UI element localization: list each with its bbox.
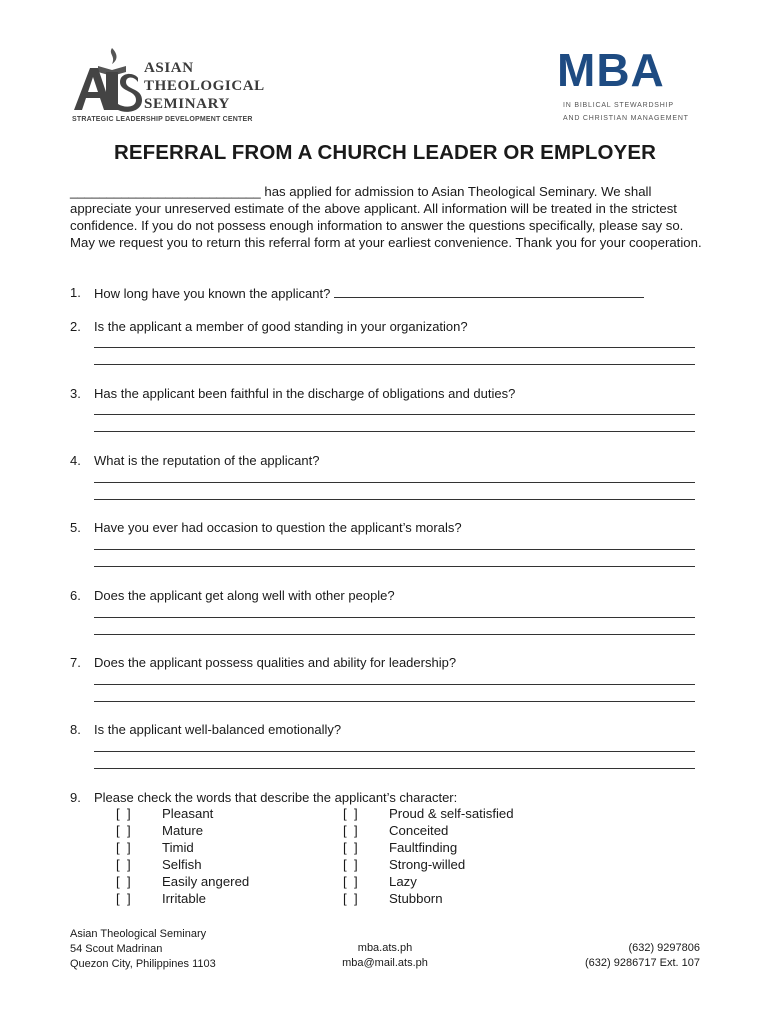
question-text: Does the applicant possess qualities and ability for leadership?	[94, 655, 457, 670]
answer-line[interactable]	[94, 549, 695, 550]
footer-street: 54 Scout Madrinan	[70, 943, 163, 955]
answer-line[interactable]	[94, 431, 695, 432]
checkbox-mark[interactable]: [ ]	[116, 891, 131, 906]
footer-org: Asian Theological Seminary	[70, 928, 207, 940]
question-text: Have you ever had occasion to question the applicant’s morals?	[94, 520, 462, 535]
trait-checkbox-selfish[interactable]	[116, 857, 276, 874]
question-number: 7.	[70, 655, 81, 670]
question-number: 3.	[70, 386, 81, 401]
answer-line[interactable]	[94, 617, 695, 618]
trait-checkbox-strong-willed[interactable]	[343, 857, 543, 874]
answer-line[interactable]	[94, 364, 695, 365]
trait-label: Strong-willed	[389, 857, 466, 872]
checkbox-mark[interactable]: [ ]	[343, 857, 358, 872]
trait-checkbox-lazy[interactable]	[343, 874, 543, 891]
question-number: 5.	[70, 520, 81, 535]
trait-checkbox-conceited[interactable]	[343, 823, 543, 840]
question-2	[70, 319, 690, 337]
question-4	[70, 453, 690, 471]
ats-subtitle: STRATEGIC LEADERSHIP DEVELOPMENT CENTER	[72, 116, 253, 123]
ats-name-line: ASIAN	[144, 60, 194, 76]
ats-name-line: SEMINARY	[144, 96, 230, 112]
trait-label: Selfish	[162, 857, 202, 872]
question-number: 6.	[70, 588, 81, 603]
question-text: Does the applicant get along well with other people?	[94, 588, 395, 603]
question-number: 4.	[70, 453, 81, 468]
trait-label: Faultfinding	[389, 840, 458, 855]
trait-label: Pleasant	[162, 806, 214, 821]
trait-checkbox-mature[interactable]	[116, 823, 276, 840]
question-7	[70, 655, 690, 673]
trait-checkbox-easily-angered[interactable]	[116, 874, 276, 891]
question-number: 1.	[70, 285, 81, 300]
answer-line[interactable]	[94, 751, 695, 752]
question-6	[70, 588, 690, 606]
intro-paragraph	[70, 183, 702, 251]
question-text: How long have you known the applicant?	[94, 285, 644, 301]
ats-monogram-icon	[72, 46, 142, 114]
trait-label: Proud & self-satisfied	[389, 806, 514, 821]
footer-phones	[540, 941, 700, 971]
question-text: Please check the words that describe the applicant’s character:	[94, 790, 458, 805]
footer-phone: (632) 9297806	[628, 942, 700, 954]
trait-label: Stubborn	[389, 891, 443, 906]
checkbox-mark[interactable]: [ ]	[116, 840, 131, 855]
footer-website[interactable]: mba.ats.ph	[357, 942, 413, 954]
mba-logo	[557, 44, 697, 128]
checkbox-mark[interactable]: [ ]	[343, 891, 358, 906]
checkbox-mark[interactable]: [ ]	[343, 840, 358, 855]
answer-line[interactable]	[94, 482, 695, 483]
intro-text[interactable]: __________________________ has applied for admission to Asian Theological Seminary. We shall appreciate your unreserved estimate of the above applicant. All information will be treated in the strictest confidence. If you do not possess enough information to answer the questions specifically, please say so. May we request you to return this referral form at your earliest convenience. Thank you for your cooperation.	[70, 184, 702, 250]
answer-line[interactable]	[94, 684, 695, 685]
checkbox-mark[interactable]: [ ]	[343, 806, 358, 821]
checkbox-mark[interactable]: [ ]	[343, 823, 358, 838]
checkbox-mark[interactable]: [ ]	[116, 857, 131, 872]
answer-line[interactable]	[94, 634, 695, 635]
question-number: 2.	[70, 319, 81, 334]
footer-web	[300, 941, 470, 971]
trait-checkbox-irritable[interactable]	[116, 891, 276, 908]
trait-label: Irritable	[162, 891, 206, 906]
footer-city: Quezon City, Philippines 1103	[70, 958, 216, 970]
trait-label: Lazy	[389, 874, 417, 889]
answer-line[interactable]	[94, 499, 695, 500]
form-title: REFERRAL FROM A CHURCH LEADER OR EMPLOYER	[113, 141, 657, 164]
checkbox-mark[interactable]: [ ]	[116, 874, 131, 889]
question-number: 8.	[70, 722, 81, 737]
ats-logo	[72, 46, 265, 128]
footer-phone: (632) 9286717 Ext. 107	[585, 957, 700, 969]
question-text: Has the applicant been faithful in the discharge of obligations and duties?	[94, 386, 516, 401]
checkbox-mark[interactable]: [ ]	[116, 806, 131, 821]
trait-label: Mature	[162, 823, 204, 838]
question-1	[70, 285, 690, 303]
answer-line[interactable]	[94, 414, 695, 415]
ats-name-line: THEOLOGICAL	[144, 78, 265, 94]
answer-line[interactable]	[94, 347, 695, 348]
trait-checkbox-timid[interactable]	[116, 840, 276, 857]
trait-checkbox-pleasant[interactable]	[116, 806, 276, 823]
mba-subtitle-line: IN BIBLICAL STEWARDSHIP	[563, 102, 674, 109]
question-text: What is the reputation of the applicant?	[94, 453, 320, 468]
footer-email[interactable]: mba@mail.ats.ph	[342, 957, 428, 969]
checkbox-mark[interactable]: [ ]	[116, 823, 131, 838]
trait-checkbox-stubborn[interactable]	[343, 891, 543, 908]
trait-label: Easily angered	[162, 874, 250, 889]
answer-line[interactable]	[94, 768, 695, 769]
question-text: Is the applicant a member of good standing in your organization?	[94, 319, 468, 334]
mba-wordmark: MBA	[557, 44, 665, 96]
footer-address	[70, 927, 216, 972]
answer-line[interactable]	[94, 566, 695, 567]
trait-checkbox-proud[interactable]	[343, 806, 543, 823]
answer-blank[interactable]	[334, 285, 644, 298]
question-8	[70, 722, 690, 740]
question-text: Is the applicant well-balanced emotionally?	[94, 722, 342, 737]
question-number: 9.	[70, 790, 81, 805]
mba-subtitle-line: AND CHRISTIAN MANAGEMENT	[563, 115, 689, 122]
trait-label: Timid	[162, 840, 194, 855]
question-3	[70, 386, 690, 404]
checkbox-mark[interactable]: [ ]	[343, 874, 358, 889]
question-5	[70, 520, 690, 538]
trait-checkbox-faultfinding[interactable]	[343, 840, 543, 857]
trait-label: Conceited	[389, 823, 449, 838]
answer-line[interactable]	[94, 701, 695, 702]
